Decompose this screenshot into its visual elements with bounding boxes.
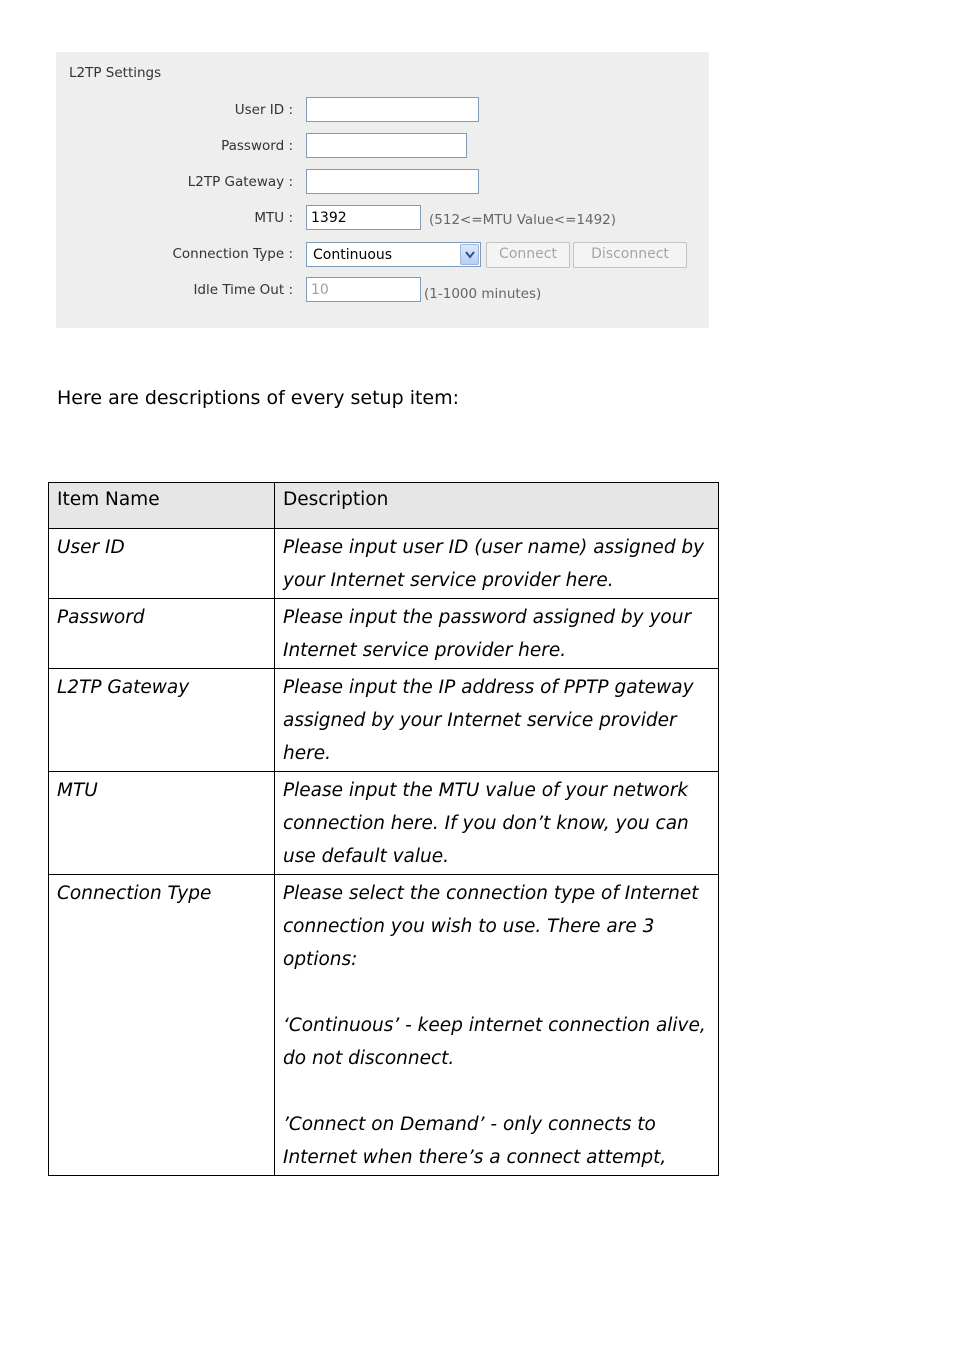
intro-text: Here are descriptions of every setup item:	[57, 387, 460, 409]
item-name-cell: L2TP Gateway	[49, 669, 275, 772]
user-id-label: User ID :	[234, 102, 293, 118]
idle-timeout-row	[56, 277, 709, 305]
password-row	[56, 133, 709, 161]
item-name-cell: Connection Type	[49, 875, 275, 1176]
header-description: Description	[275, 483, 719, 529]
table-row	[49, 599, 719, 669]
table-row	[49, 529, 719, 599]
panel-title: L2TP Settings	[69, 65, 162, 81]
user-id-input[interactable]	[306, 97, 479, 122]
idle-timeout-label: Idle Time Out :	[193, 282, 293, 298]
description-text: Please select the connection type of Internet connection you wish to use. There are 3 options:	[283, 883, 699, 970]
setup-items-table	[48, 482, 719, 1176]
user-id-row	[56, 97, 709, 125]
description-text: Please input user ID (user name) assigned by your Internet service provider here.	[283, 537, 705, 591]
mtu-label: MTU :	[254, 210, 293, 226]
description-option-on-demand: ’Connect on Demand’ - only connects to Internet when there’s a connect attempt,	[283, 1114, 667, 1168]
description-text: Please input the IP address of PPTP gateway assigned by your Internet service provider here.	[283, 677, 694, 764]
item-name-cell: MTU	[49, 772, 275, 875]
mtu-input[interactable]	[306, 205, 421, 230]
description-cell	[275, 669, 719, 772]
description-text: Please input the password assigned by your Internet service provider here.	[283, 607, 692, 661]
mtu-row	[56, 205, 709, 233]
table-row	[49, 772, 719, 875]
connection-type-value: Continuous	[313, 247, 393, 263]
disconnect-button[interactable]: Disconnect	[573, 242, 687, 268]
l2tp-settings-panel	[56, 52, 709, 328]
table-header-row	[49, 483, 719, 529]
item-name-cell: User ID	[49, 529, 275, 599]
connection-type-select[interactable]	[306, 242, 481, 267]
password-input[interactable]	[306, 133, 467, 158]
table-row	[49, 875, 719, 1176]
description-cell	[275, 599, 719, 669]
l2tp-gateway-row	[56, 169, 709, 197]
idle-timeout-input[interactable]	[306, 277, 421, 302]
description-cell	[275, 875, 719, 1176]
mtu-range-hint: (512<=MTU Value<=1492)	[429, 212, 617, 228]
table-row	[49, 669, 719, 772]
connection-type-label: Connection Type :	[172, 246, 293, 262]
idle-timeout-hint: (1-1000 minutes)	[424, 286, 542, 302]
description-cell	[275, 772, 719, 875]
l2tp-gateway-label: L2TP Gateway :	[187, 174, 293, 190]
connect-button[interactable]: Connect	[486, 242, 570, 268]
description-cell	[275, 529, 719, 599]
item-name-cell: Password	[49, 599, 275, 669]
connection-type-row	[56, 241, 709, 269]
password-label: Password :	[221, 138, 293, 154]
l2tp-gateway-input[interactable]	[306, 169, 479, 194]
description-text: Please input the MTU value of your network connection here. If you don’t know, you can use default value.	[283, 780, 689, 867]
header-item-name: Item Name	[49, 483, 275, 529]
chevron-down-icon[interactable]	[460, 244, 479, 265]
description-option-continuous: ‘Continuous’ - keep internet connection alive, do not disconnect.	[283, 1015, 706, 1069]
